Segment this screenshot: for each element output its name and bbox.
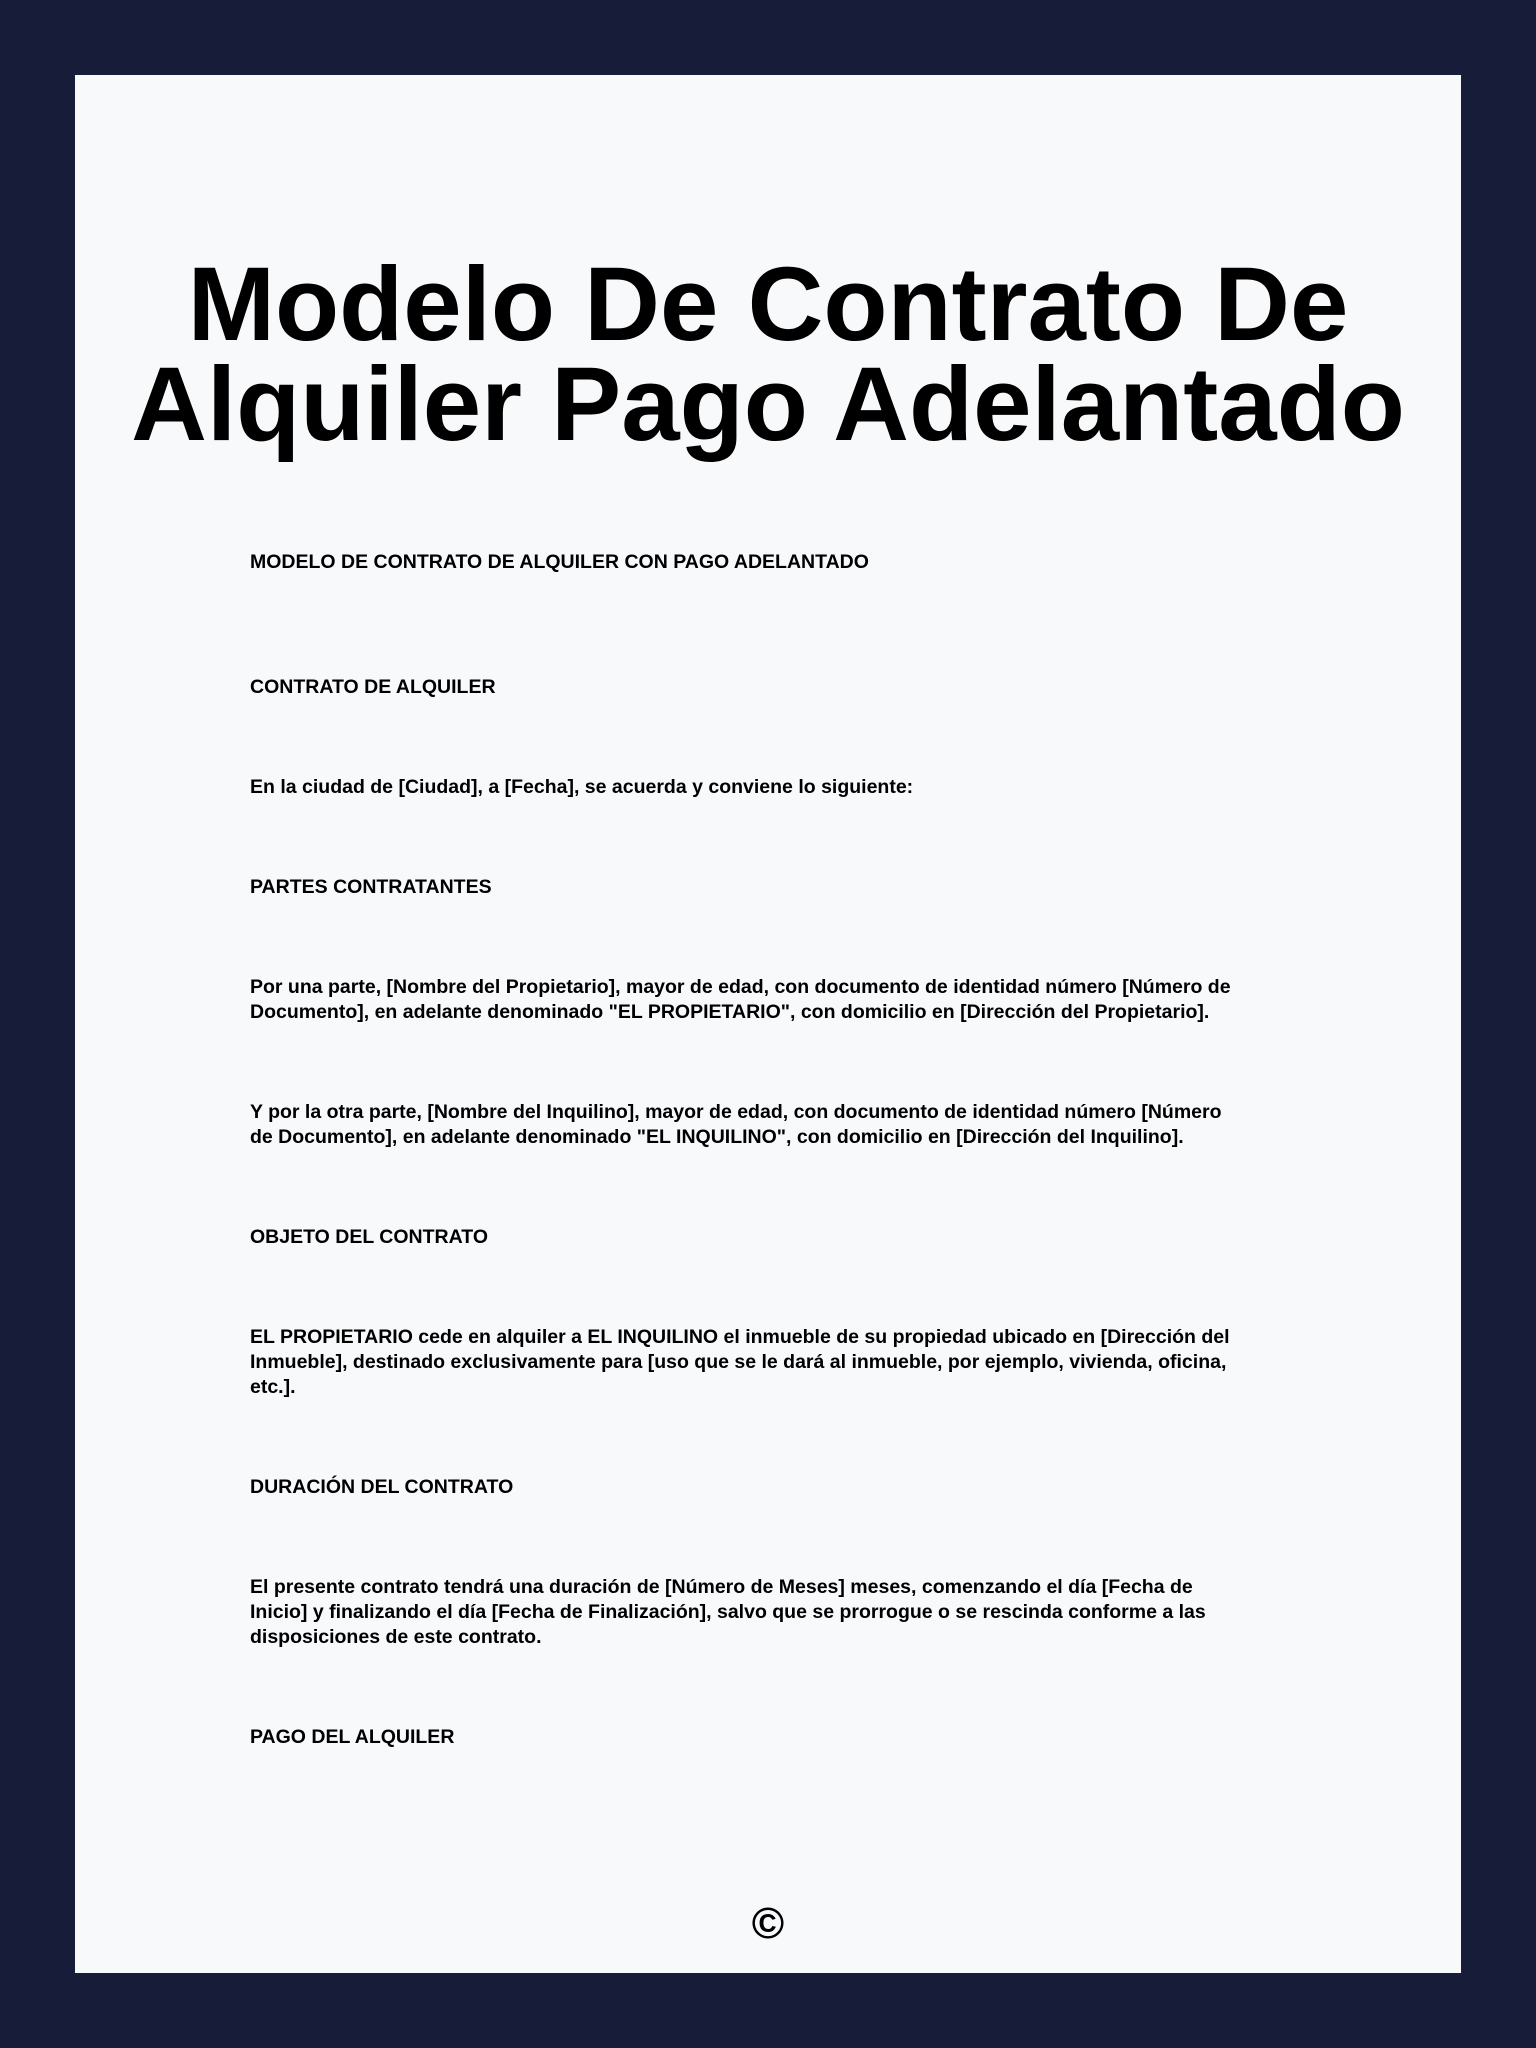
duration-paragraph-line-3: disposiciones de este contrato. bbox=[250, 1626, 542, 1648]
intro-paragraph: En la ciudad de [Ciudad], a [Fecha], se acuerda y conviene lo siguiente: bbox=[250, 776, 914, 798]
document-page bbox=[75, 75, 1461, 1973]
heading-contract: CONTRATO DE ALQUILER bbox=[250, 676, 496, 698]
heading-payment: PAGO DEL ALQUILER bbox=[250, 1726, 455, 1748]
duration-paragraph-line-2: Inicio] y finalizando el día [Fecha de Finalización], salvo que se prorrogue o se rescinda conforme a las bbox=[250, 1601, 1206, 1623]
heading-parties: PARTES CONTRATANTES bbox=[250, 876, 492, 898]
owner-paragraph-line-1: Por una parte, [Nombre del Propietario], mayor de edad, con documento de identidad número [Número de bbox=[250, 976, 1231, 998]
tenant-paragraph-line-2: de Documento], en adelante denominado "EL INQUILINO", con domicilio en [Dirección del Inquilino]. bbox=[250, 1126, 1184, 1148]
document-title bbox=[75, 246, 1461, 463]
heading-main: MODELO DE CONTRATO DE ALQUILER CON PAGO ADELANTADO bbox=[250, 551, 869, 573]
tenant-paragraph-line-1: Y por la otra parte, [Nombre del Inquilino], mayor de edad, con documento de identidad número [Número bbox=[250, 1101, 1222, 1123]
heading-duration: DURACIÓN DEL CONTRATO bbox=[250, 1476, 514, 1498]
object-paragraph-line-2: Inmueble], destinado exclusivamente para [uso que se le dará al inmueble, por ejemplo, vivienda, oficina, bbox=[250, 1351, 1227, 1373]
heading-object: OBJETO DEL CONTRATO bbox=[250, 1226, 488, 1248]
duration-paragraph-line-1: El presente contrato tendrá una duración de [Número de Meses] meses, comenzando el día [Fecha de bbox=[250, 1576, 1193, 1598]
object-paragraph-line-3: etc.]. bbox=[250, 1376, 296, 1398]
title-line-1: Modelo De Contrato De bbox=[187, 246, 1349, 363]
owner-paragraph-line-2: Documento], en adelante denominado "EL PROPIETARIO", con domicilio en [Dirección del Propietario]. bbox=[250, 1001, 1210, 1023]
copyright-symbol: © bbox=[751, 1899, 785, 1948]
object-paragraph-line-1: EL PROPIETARIO cede en alquiler a EL INQUILINO el inmueble de su propiedad ubicado en [Dirección del bbox=[250, 1326, 1230, 1348]
title-line-2: Alquiler Pago Adelantado bbox=[131, 346, 1405, 463]
